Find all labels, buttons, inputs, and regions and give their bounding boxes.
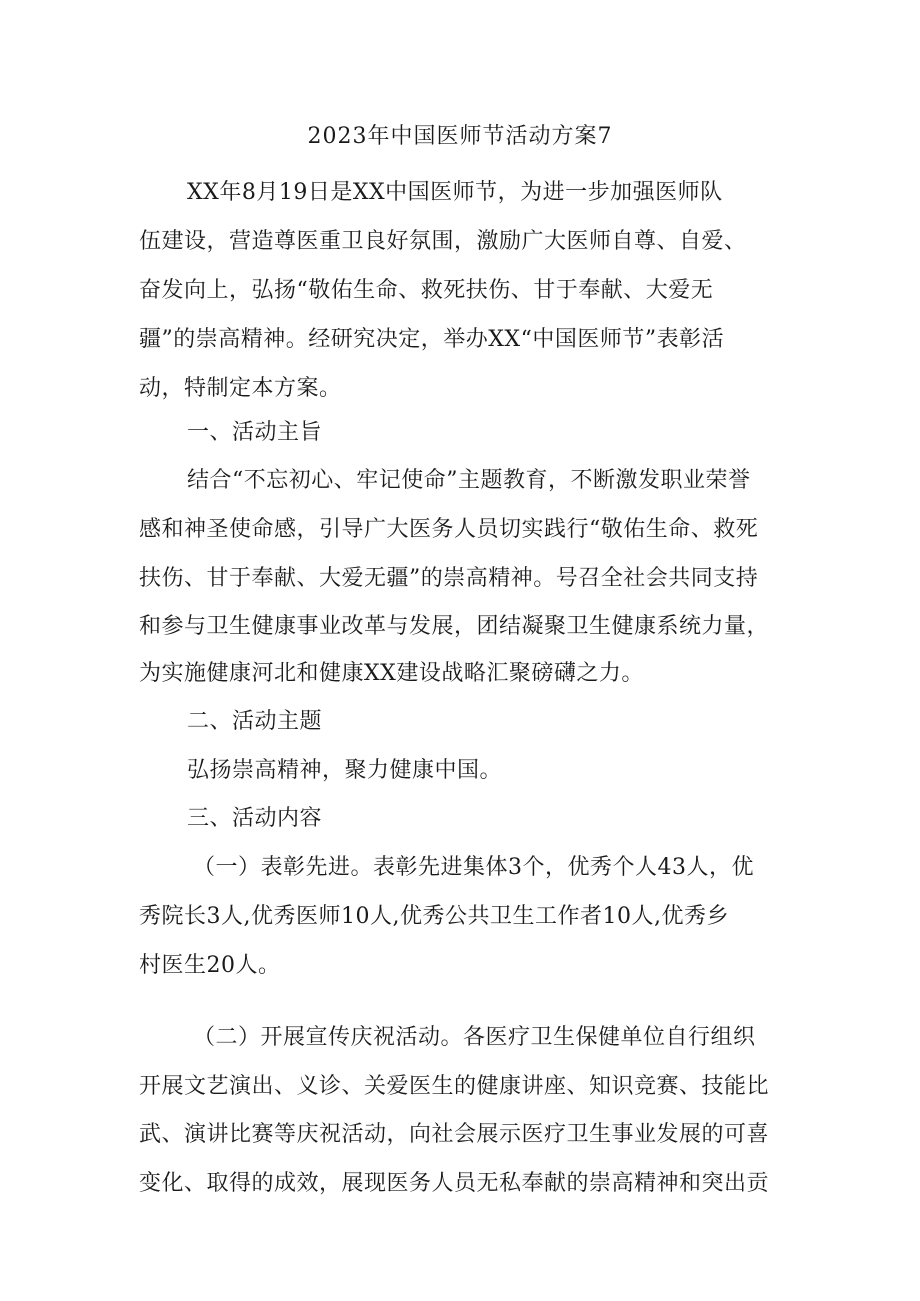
paragraph-line: 伍建设，营造尊医重卫良好氛围，激励广大医师自尊、自爱、 (139, 229, 747, 254)
paragraph-line: 奋发向上，弘扬“敬佑生命、救死扶伤、甘于奉献、大爱无 (139, 278, 714, 303)
paragraph-line: （一）表彰先进。表彰先进集体3个，优秀个人43人，优 (193, 855, 754, 880)
paragraph-line: 扶伤、甘于奉献、大爱无疆”的崇高精神。号召全社会共同支持 (139, 566, 759, 591)
paragraph-line: 结合“不忘初心、牢记使命”主题教育，不断激发职业荣誉 (187, 468, 751, 493)
paragraph-line: 村医生20人。 (139, 953, 281, 978)
paragraph-line: 弘扬崇高精神，聚力健康中国。 (187, 758, 503, 783)
section-heading: 一、活动主旨 (187, 420, 323, 445)
paragraph-line: 和参与卫生健康事业改革与发展，团结凝聚卫生健康系统力量， (139, 614, 770, 639)
paragraph-line: （二）开展宣传庆祝活动。各医疗卫生保健单位自行组织 (193, 1025, 756, 1050)
paragraph-line: 开展文艺演出、义诊、关爱医生的健康讲座、知识竞赛、技能比 (139, 1074, 770, 1099)
document-title: 2023年中国医师节活动方案7 (307, 124, 613, 149)
paragraph-line: 动，特制定本方案。 (139, 376, 342, 401)
paragraph-line: 为实施健康河北和健康XX建设战略汇聚磅礴之力。 (139, 661, 644, 686)
paragraph-line: 秀院长3人,优秀医师10人,优秀公共卫生工作者10人,优秀乡 (139, 904, 729, 929)
paragraph-line: 变化、取得的成效，展现医务人员无私奉献的崇高精神和突出贡 (139, 1171, 770, 1196)
paragraph-line: 武、演讲比赛等庆祝活动，向社会展示医疗卫生事业发展的可喜 (139, 1122, 770, 1147)
section-heading: 二、活动主题 (187, 709, 323, 734)
paragraph-line: XX年8月19日是XX中国医师节，为进一步加强医师队 (187, 180, 723, 205)
paragraph-line: 疆”的崇高精神。经研究决定，举办XX“中国医师节”表彰活 (139, 327, 725, 352)
section-heading: 三、活动内容 (187, 806, 323, 831)
paragraph-line: 感和神圣使命感，引导广大医务人员切实践行“敬佑生命、救死 (139, 517, 759, 542)
